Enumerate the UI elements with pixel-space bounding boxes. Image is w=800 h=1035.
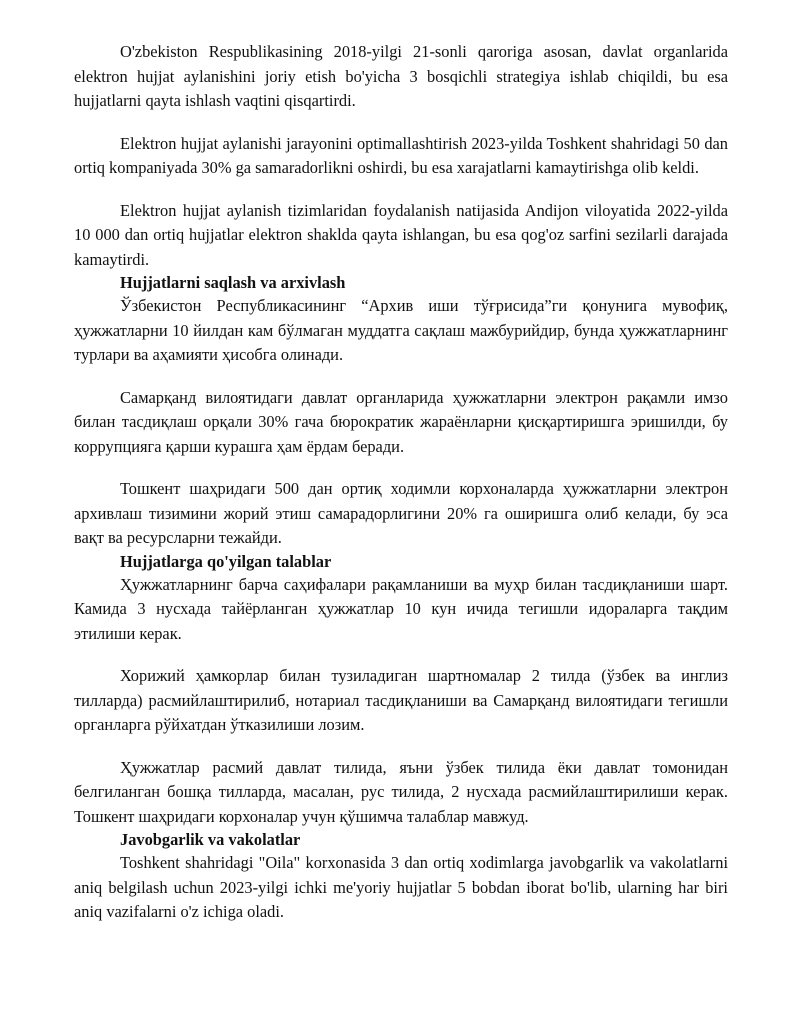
archiving-paragraph-2: Самарқанд вилоятидаги давлат органларида ҳужжатларни электрон рақамли имзо билан тасдиқлаш орқали 30% гача бюрократик жараёнларни қисқартиришга эришилди, бу коррупцияга қарши курашга ҳам ёрдам беради. (74, 387, 728, 456)
requirements-paragraph-1: Ҳужжатларнинг барча саҳифалари рақамланиши ва муҳр билан тасдиқланиши шарт. Камида 3 нусхада тайёрланган ҳужжатлар 10 кун ичида тегишли идораларга тақдим этилиши керак. (74, 574, 728, 643)
intro-paragraph-1: O'zbekiston Respublikasining 2018-yilgi 21-sonli qaroriga asosan, davlat organlarida elektron hujjat aylanishini joriy etish bo'yicha 3 bosqichli strategiya ishlab chiqildi, bu esa hujjatlarni qayta ishlash vaqtini qisqartirdi. (74, 42, 728, 110)
section-heading-archiving: Hujjatlarni saqlash va arxivlash (120, 273, 346, 292)
requirements-paragraph-3: Ҳужжатлар расмий давлат тилида, яъни ўзбек тилида ёки давлат томонидан белгиланган бошқа тилларда, масалан, рус тилида, 2 нусхада расмийлаштирилиши керак. Тошкент шаҳридаги корхоналар учун қўшимча талаблар мавжуд. (74, 757, 728, 826)
responsibility-paragraph-1: Toshkent shahridagi "Oila" korxonasida 3 dan ortiq xodimlarga javobgarlik va vakolatlarni aniq belgilash uchun 2023-yilgi ichki me'yoriy hujjatlar 5 bobdan iborat bo'lib, ularning har biri aniq vazifalarni o'z ichiga oladi. (74, 853, 728, 921)
intro-paragraph-3: Elektron hujjat aylanish tizimlaridan foydalanish natijasida Andijon viloyatida 2022-yilda 10 000 dan ortiq hujjatlar elektron shaklda qayta ishlangan, bu esa qog'oz sarfini sezilarli darajada kamaytirdi. (74, 200, 728, 269)
archiving-paragraph-3: Тошкент шаҳридаги 500 дан ортиқ ходимли корхоналарда ҳужжатларни электрон архивлаш тизимини жорий этиш самарадорлигини 20% га оширишга олиб келади, бу эса вақт ва ресурсларни тежайди. (74, 479, 728, 547)
requirements-paragraph-2: Хорижий ҳамкорлар билан тузиладиган шартномалар 2 тилда (ўзбек ва инглиз тилларда) расмийлаштирилиб, нотариал тасдиқланиши ва Самарқанд вилоятидаги тегишли органларга рўйхатдан ўтказилиши лозим. (74, 666, 728, 734)
archiving-paragraph-1: Ўзбекистон Республикасининг “Архив иши тўғрисида”ги қонунига мувофиқ, ҳужжатларни 10 йилдан кам бўлмаган муддатга сақлаш мажбурийдир, бунда ҳужжатларнинг турлари ва аҳамияти ҳисобга олинади. (74, 296, 728, 364)
section-heading-requirements: Hujjatlarga qo'yilgan talablar (120, 551, 332, 571)
intro-paragraph-2: Elektron hujjat aylanishi jarayonini optimallashtirish 2023-yilda Toshkent shahridagi 50 dan ortiq kompaniyada 30% ga samaradorlikni oshirdi, bu esa xarajatlarni kamaytirishga olib keldi. (74, 133, 728, 177)
section-heading-responsibility: Javobgarlik va vakolatlar (120, 830, 301, 849)
